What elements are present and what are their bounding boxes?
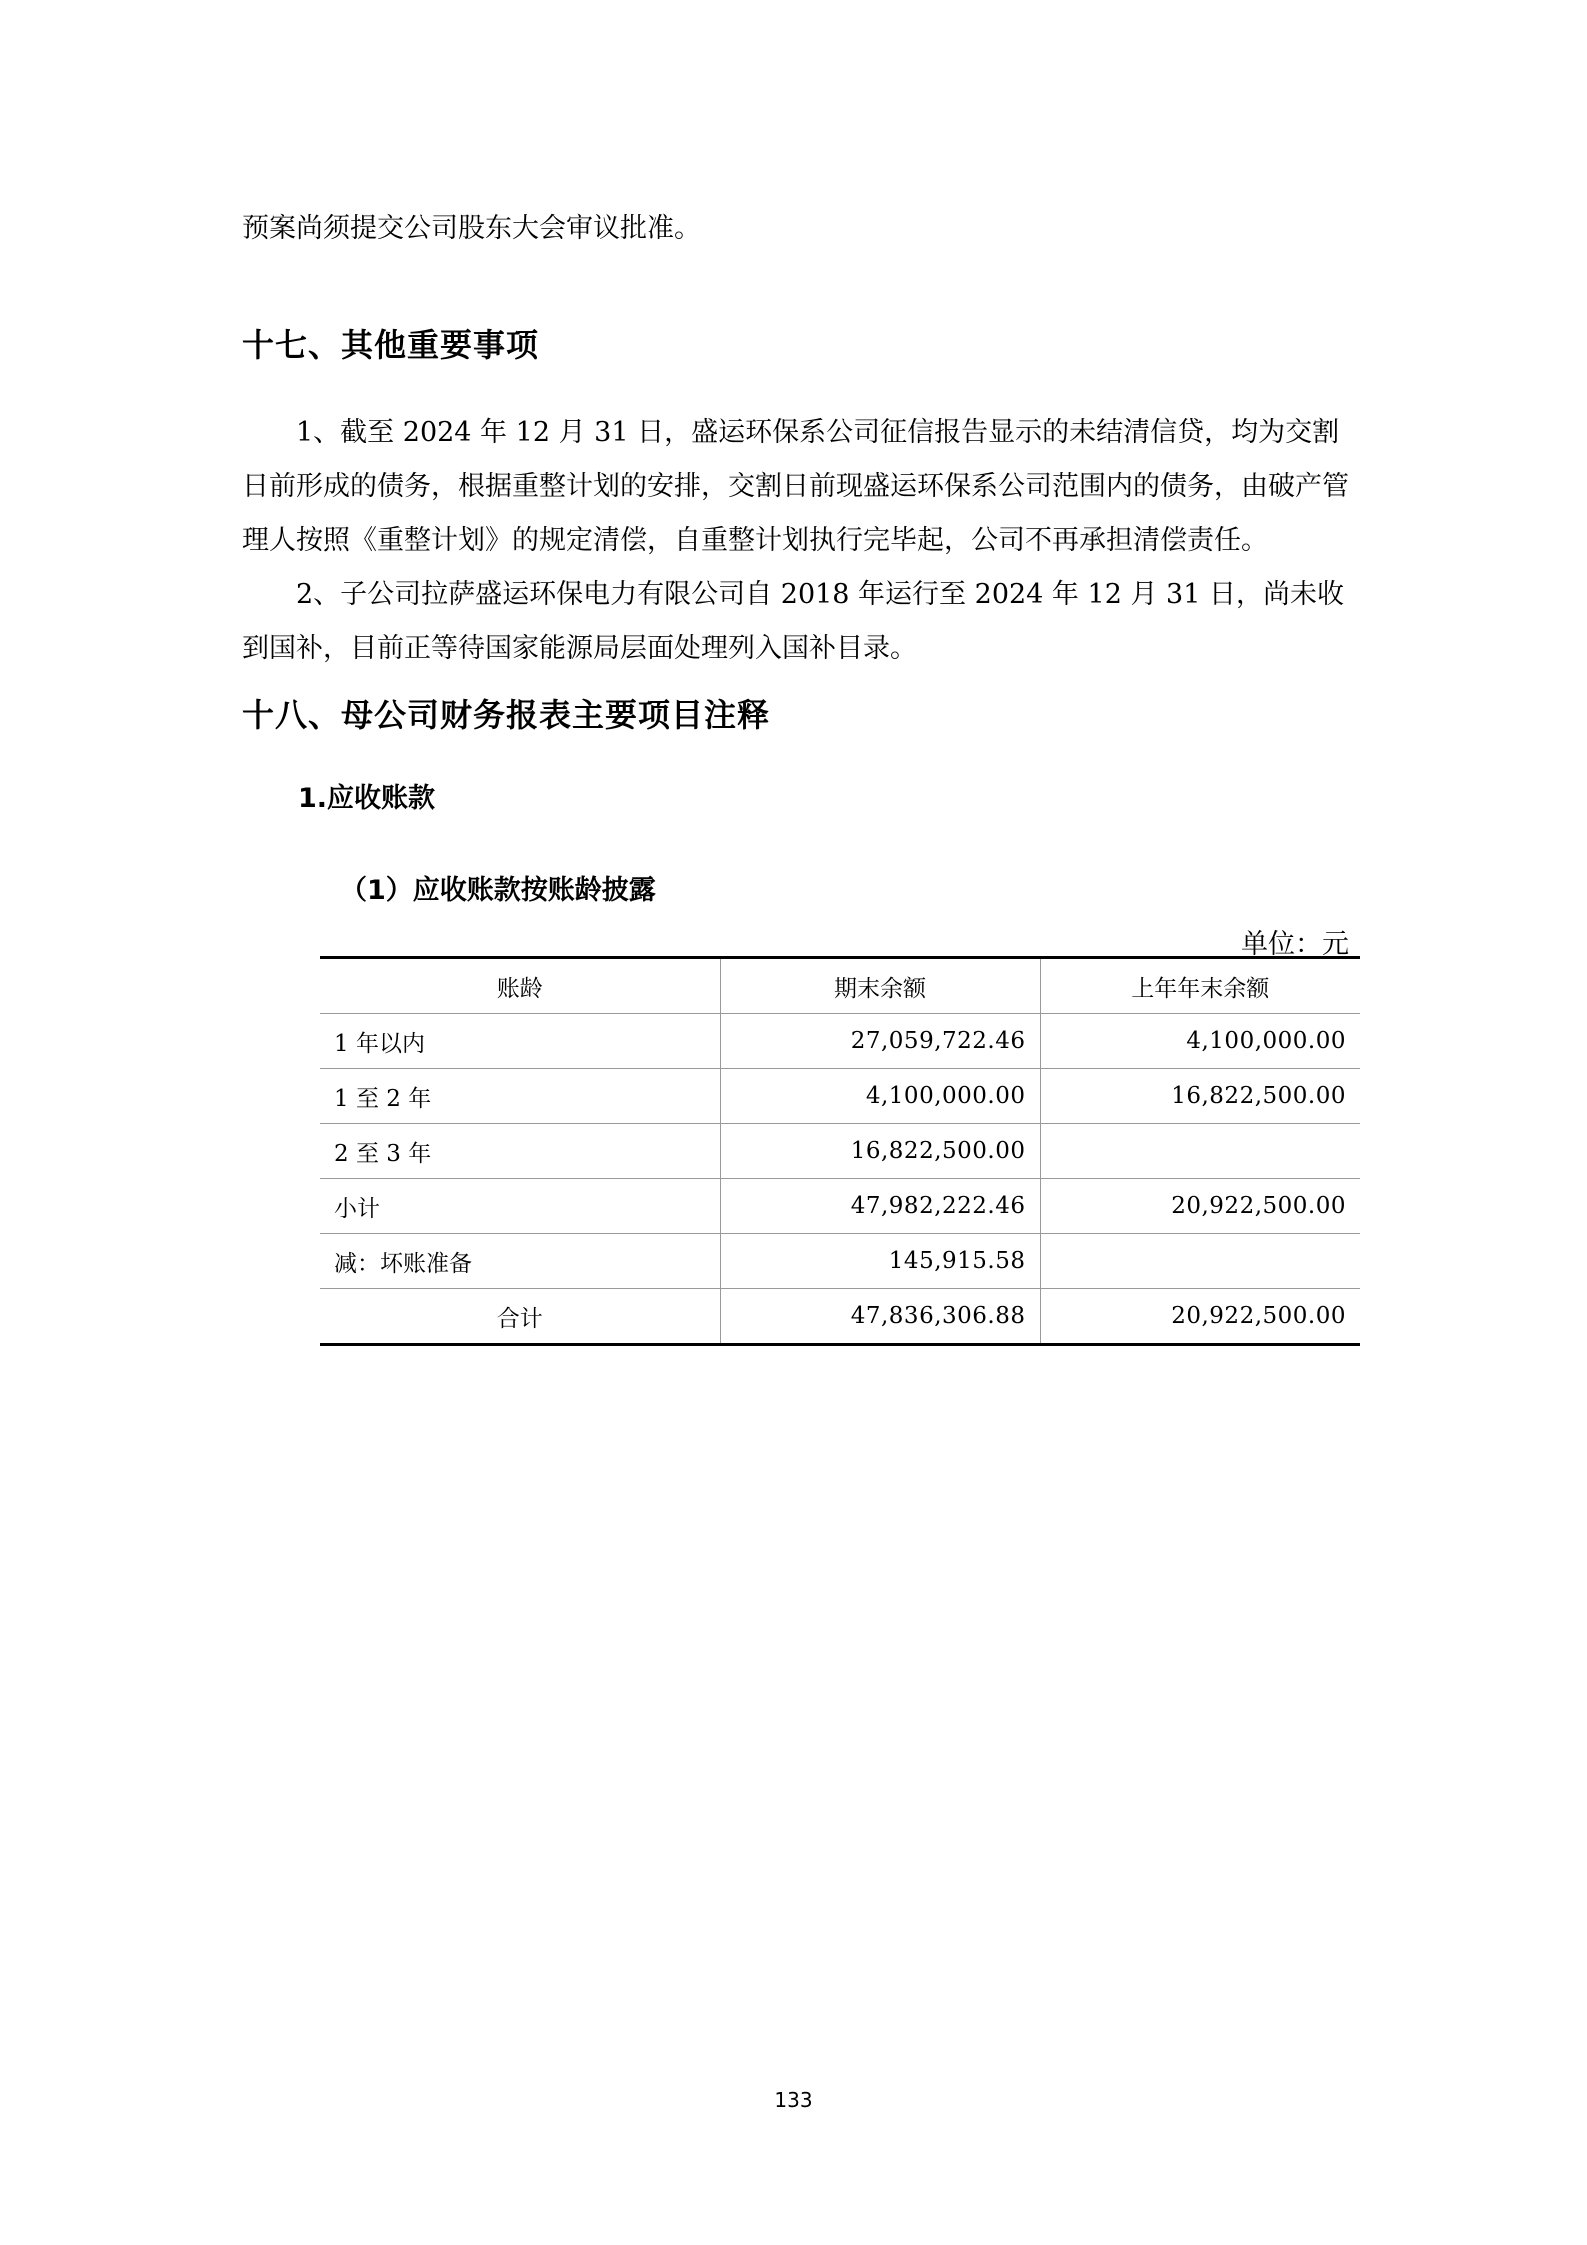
row-prior bbox=[1040, 1124, 1360, 1179]
table-header-row bbox=[320, 958, 1360, 1014]
header-ending-balance: 期末余额 bbox=[720, 958, 1040, 1014]
row-current: 27,059,722.46 bbox=[720, 1014, 1040, 1069]
page-number: 133 bbox=[774, 2088, 813, 2112]
aging-table bbox=[320, 956, 1360, 1346]
row-prior: 4,100,000.00 bbox=[1040, 1014, 1360, 1069]
row-label: 2 至 3 年 bbox=[320, 1124, 720, 1179]
row-prior bbox=[1040, 1234, 1360, 1289]
table-caption: （1）应收账款按账龄披露 bbox=[340, 875, 656, 906]
section-17-item-2: 2、子公司拉萨盛运环保电力有限公司自 2018 年运行至 2024 年 12 月 31 日，尚未收到国补，目前正等待国家能源局层面处理列入国补目录。 bbox=[242, 579, 1344, 664]
table-row bbox=[320, 1069, 1360, 1124]
table-row bbox=[320, 1014, 1360, 1069]
table-row bbox=[320, 1234, 1360, 1289]
row-current: 47,836,306.88 bbox=[720, 1289, 1040, 1345]
row-label: 1 年以内 bbox=[320, 1014, 720, 1069]
row-prior: 20,922,500.00 bbox=[1040, 1289, 1360, 1345]
row-label: 合计 bbox=[320, 1289, 720, 1345]
intro-paragraph: 预案尚须提交公司股东大会审议批准。 bbox=[242, 213, 701, 244]
row-label: 1 至 2 年 bbox=[320, 1069, 720, 1124]
table-row-subtotal bbox=[320, 1179, 1360, 1234]
table-row bbox=[320, 1124, 1360, 1179]
section-17-title: 十七、其他重要事项 bbox=[242, 326, 540, 364]
row-label: 减：坏账准备 bbox=[320, 1234, 720, 1289]
row-label: 小计 bbox=[320, 1179, 720, 1234]
subsection-title: 1.应收账款 bbox=[298, 783, 436, 814]
section-18-title: 十八、母公司财务报表主要项目注释 bbox=[242, 696, 771, 734]
row-prior: 16,822,500.00 bbox=[1040, 1069, 1360, 1124]
header-aging: 账龄 bbox=[320, 958, 720, 1014]
row-prior: 20,922,500.00 bbox=[1040, 1179, 1360, 1234]
row-current: 16,822,500.00 bbox=[720, 1124, 1040, 1179]
row-current: 145,915.58 bbox=[720, 1234, 1040, 1289]
header-prior-balance: 上年年末余额 bbox=[1040, 958, 1360, 1014]
table-row-total bbox=[320, 1289, 1360, 1345]
unit-label: 单位：元 bbox=[1241, 929, 1349, 960]
section-17-item-1: 1、截至 2024 年 12 月 31 日，盛运环保系公司征信报告显示的未结清信贷，均为交割日前形成的债务，根据重整计划的安排，交割日前现盛运环保系公司范围内的债务，由破产管理人按照《重整计划》的规定清偿，自重整计划执行完毕起，公司不再承担清偿责任。 bbox=[242, 417, 1349, 556]
row-current: 47,982,222.46 bbox=[720, 1179, 1040, 1234]
row-current: 4,100,000.00 bbox=[720, 1069, 1040, 1124]
